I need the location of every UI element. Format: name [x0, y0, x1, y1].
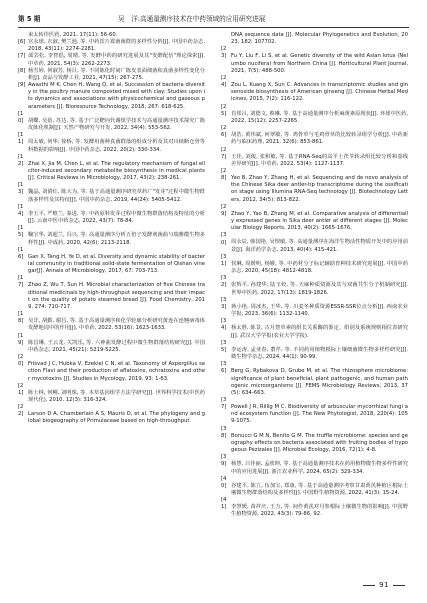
reference-number: [6] — [18, 39, 26, 46]
reference-entry — [18, 383, 205, 404]
reference-entry — [18, 404, 205, 425]
reference-text: 侯琳, 周媛明, 杨嫚, 等. 中药材分子标记辅助育种技术研究进展[J]. 中国中药杂志, 2020, 45(18): 4812-4818. — [231, 261, 408, 275]
reference-entry — [221, 476, 408, 497]
reference-text: 陈昌琳, 王云龙, 关凯乐, 等. 六神曲发酵过程中微生物群落结构研究[J]. 中国中药杂志, 2021, 45(21): 5219-5225. — [28, 339, 205, 353]
reference-number: [41] — [221, 497, 227, 511]
running-header — [18, 12, 409, 26]
reference-number: [39] — [221, 454, 227, 468]
reference-entry — [18, 111, 205, 132]
reference-entry — [18, 275, 205, 311]
reference-number: [33] — [221, 296, 227, 310]
reference-number: [26] — [221, 125, 227, 139]
reference-number: [19] — [18, 332, 24, 346]
reference-text: 谷建平, 陈立, 伍加宝, 郑康, 等. 基于高通量测序考察甘肃黄芪种植区根际土壤微生物群落结构及多样性[J]. 中国野生植物资源, 2022, 41(3): 15-24. — [231, 482, 408, 496]
reference-text: 胡蝶, 吴蓓, 苏达, 等. 基于广泛靶向代谢组学技术与高通量测序技术探究广陈皮陈化机制[J]. 天然产物研究与开发, 2022, 34(4): 553-562. — [28, 117, 205, 132]
reference-number: [18] — [18, 311, 24, 325]
reference-entry — [18, 154, 205, 183]
reference-entry — [221, 46, 408, 75]
reference-number: [23] — [221, 46, 227, 60]
running-title: 吴 洋:高通量测序技术在中药领域的应用研究进展 — [118, 15, 266, 23]
reference-entry — [221, 204, 408, 233]
reference-text: Larson D A, Chamberlain A S, Mauris O, et al. The phylogeny and global biogeography of Primulaceae based on high-throughput — [28, 411, 205, 425]
reference-text: 鞠宝华, 刘超兰, 冯兴, 等. 高通量测序分析五倍子发酵剂菌曲与瑞雅微生物多样性[J]. 中成药, 2020, 42(6): 2113-2118. — [28, 232, 205, 246]
references-left-column — [18, 32, 205, 426]
reference-number: [36] — [221, 361, 227, 375]
reference-text: 杨太胜, 陈景, 古月智草素的组长关系酶的鉴定、组别及系统规则相位表研究[J]. 武汉大学学报(农业大学学报). — [231, 325, 408, 339]
reference-number: [37] — [221, 396, 227, 411]
reference-text: Frisvad J C, Hubka V, Ezekiel C N, et al. Taxonomy of Aspergillus section Flavi and their production of aflatoxins, ochratoxins and other mycotoxins [J]. Studies in Mycology, 2019, 93: 1-63. — [28, 361, 205, 382]
reference-number: [27] — [221, 146, 227, 160]
reference-number: [16] — [18, 246, 24, 260]
reference-entry — [221, 318, 408, 339]
reference-number: [34] — [221, 318, 227, 332]
reference-entry — [221, 361, 408, 397]
reference-text: Awasthi M K, Chen H, Wang Q, et al. Succession of bacteria diversity in the poultry manure composted mixed with clay: Studies upon its dynamics and associations with physicochemical and gaseous parameters [J]. Bioresource Technology, 2018, 267: 618-625. — [28, 82, 205, 110]
reference-entry — [18, 132, 205, 153]
page-footer — [359, 581, 409, 589]
reference-entry — [221, 125, 408, 146]
reference-entry — [221, 297, 408, 318]
reference-number: [29] — [221, 203, 227, 217]
reference-number: [15] — [18, 225, 24, 239]
reference-text: 王佳, 刘俊, 张和敏, 等. 基于RNA-Seq的高平土茯苓转录组比较分析和基线差异研究[J]. 中草药, 2022, 53(4): 1127-1137. — [231, 153, 408, 167]
reference-entry — [18, 204, 205, 225]
reference-text: Zou L, Kuang X, Sun C. Advances in transcriptomic studies and ginsenoside biosynthesis of American ginseng [J]. Chinese Herbal Medicines, 2015, 7(2): 116-122. — [231, 82, 408, 103]
reference-text: 蒋小艳, 周冰杰, 王华, 等. 川麦冬种质资源ESSR-SSR位点分析[J]. 西南农业学报, 2023, 36(6): 1132-1140. — [231, 303, 408, 318]
references-right-column — [221, 32, 408, 519]
reference-text: 李运涛, 孟亚春, 董芹, 等. 不同药用植物根际土壤细菌微生物多样性研究[J]. 微生物学杂志, 2024, 44(1): 90-99. — [231, 346, 408, 361]
reference-number: [30] — [221, 232, 227, 246]
reference-text: 杨慧, 吕佳丽, 孟欣坤, 等. 基于高通量测序技术在药用植物微生物多样性研究中的应用进展[J]. 浙江农业科学, 2024, 65(2): 329-334. — [231, 461, 408, 475]
reference-entry — [18, 82, 205, 111]
reference-number: [38] — [221, 425, 227, 439]
reference-number: [24] — [221, 74, 227, 89]
reference-text: Powell J R, Rillig M C. Biodiversity of arbuscular mycorrhizal fungi and ecosystem function [J]. The New Phytologist, 2018, 220(4): 1059-1075. — [231, 404, 408, 425]
reference-entry — [18, 333, 205, 354]
reference-text: 魏晶, 刘倩红, 陈大为, 等. 基于高通量测序研究草药广"发芽"过程中微生物群落多样性及其特征[J]. 中国中药杂志, 2019, 44(24): 5405-5412. — [28, 189, 205, 203]
reference-entry — [221, 426, 408, 455]
reference-text: 宫永球, 衣淑, 樊兰池, 等. 中药饮片霉菌菌群的多样性分析[J]. 中国中药杂志, 2018, 43(11): 2274-2281. — [28, 39, 205, 53]
reference-entry — [221, 168, 408, 204]
reference-entry — [18, 247, 205, 276]
reference-number: [21] — [18, 382, 24, 396]
header-rule — [18, 27, 409, 28]
reference-entry — [221, 454, 408, 475]
reference-number: [35] — [221, 339, 227, 353]
footer-dash-left — [363, 585, 375, 586]
reference-text: 陈士林, 何柳, 刘明珠, 等. 本草基因组学方法学研究[J]. 世界科学技术(中医药现代化), 2010, 12(3): 316-324. — [28, 389, 205, 403]
reference-text: DNA sequence data [J]. Molecular Phylogenetics and Evolution, 2023, 182: 107702. — [231, 32, 408, 46]
reference-number: [17] — [18, 275, 24, 289]
reference-number: [13] — [18, 182, 24, 196]
reference-entry — [221, 232, 408, 253]
reference-number: [9] — [18, 82, 26, 89]
reference-text: Zhai X, Jia M, Chen L, et al. The regulatory mechanism of fungal elicitor-induced secondary metabolite biosynthesis in medical plants [J]. Critical Reviews in Microbiology, 2017, 43(2): 238-261. — [28, 160, 205, 182]
reference-entry — [221, 275, 408, 296]
reference-text: Yao B, Zhao Y, Zhang H, et al. Sequencing and de novo analysis of the Chinese Sika deer antler-tip transcriptome during the ossification stage using Illumina RNA-Seq technology [J]. Biotechnology Letters, 2012, 34(5): 813-822. — [231, 175, 408, 203]
reference-text: Berg G, Rybakova D, Grube M, et al. The rhizosphere microbiome: significance of plant beneficial, plant pathogenic, and human pathogenic microorganisms [J]. FEMS Microbiology Reviews, 2013, 37(5): 634-663. — [231, 368, 408, 396]
reference-text: 李玉平, 严维兰, 秦进, 等. 中药原料发芽过程中微生物群落结构及特征的分析[J]. 云南中医中药杂志, 2022, 43(7): 78-84. — [28, 210, 205, 225]
issue-label: 第 5 期 — [18, 15, 41, 23]
reference-entry — [221, 147, 408, 168]
reference-entry — [221, 254, 408, 275]
reference-text: Bonucci G M N, Benito G M. The truffle microbiome: species and geography effects on bacteria associated with fruiting bodies of hypogeous Pezizales [J]. Microbial Ecology, 2016, 72(1): 4-8. — [231, 432, 408, 454]
reference-entry — [221, 75, 408, 104]
reference-number: [12] — [18, 153, 24, 167]
reference-entry — [221, 104, 408, 125]
reference-entry — [221, 340, 408, 361]
reference-text: 束太转佳医药, 2021, 17(11): 56-60. — [28, 32, 118, 38]
reference-entry — [18, 311, 205, 332]
reference-text: 邱芸松, 李智倡, 周晴, 等. 发酵中药的研究进展及其"发酵配伍"理论探索[J]. 中草药, 2021, 54(3): 2262-2273. — [28, 53, 205, 67]
reference-number: [40] — [221, 475, 227, 489]
reference-number: [7] — [18, 53, 26, 60]
reference-entry — [18, 53, 205, 67]
reference-text: 张辉平, 孙建华, 陆玉姣, 等. 天麻种质资源及其与双菌共生分子机制研究[J]. 世界中医药, 2022, 17(13): 1819-1826. — [231, 282, 408, 296]
reference-entry — [221, 497, 408, 518]
reference-entry — [18, 182, 205, 203]
reference-number: [28] — [221, 167, 227, 182]
reference-text: Fu Y, Liu F, Li S, et al. Genetic diversity of the wild Asian lotus (Nelumbo nucifera) from Northern China [J]. Horticultural Plant Journal, 2021, 7(5): 488-500. — [231, 53, 408, 74]
reference-text: 杨雪婷, 何淑芳, 杨吕, 等. 不同陈化时间广陈皮表面细菌和真菌多样性变化分析[J]. 食品与发酵工业, 2021, 47(15): 267-275. — [28, 67, 205, 81]
reference-entry — [221, 397, 408, 426]
reference-number: [22] — [18, 404, 24, 418]
footer-dash-right — [393, 585, 405, 586]
reference-entry — [18, 225, 205, 246]
reference-text: Gan X, Tang H, Ye D, et al. Diversity and dynamic stability of bacterial community in traditional solid-state fermentation of Qishan vinegar[J]. Annals of Microbiology, 2017, 67: 703-713. — [28, 253, 205, 275]
reference-text: Zhao Y, Yao B, Zhang M, et al. Comparative analysis of differentially expressed genes in Sika deer antler at different stages [J]. Molecular Biology Reports, 2013, 40(2): 1665-1676. — [231, 210, 408, 232]
reference-text: 周太敏, 何华, 徐桥, 等. 发酵用菌种真菌群落的组成分析及其对川续断仓骨等科数据的影响[J]. 中国中药杂志, 2022, 20(2): 330-334. — [28, 139, 205, 153]
reference-text: 李慧媛, 苗祥庆, 王力, 等. 间作黄芪对丹参根际土壤微生物的影响[J]. 中国野生植物资源, 2022, 43(3): 79-86, 92. — [231, 504, 408, 518]
reference-text: Zhao Z, Wu T, Sun H. Microbial characterization of five Chinese traditional medicinals by high-throughput sequencing and their impact on the quality of potato steamed bread [J]. Food Chemistry, 2019, 274: 710-717. — [28, 282, 205, 310]
reference-number: [20] — [18, 354, 24, 368]
reference-number: [14] — [18, 203, 24, 217]
reference-number: [10] — [18, 110, 24, 124]
reference-number: [8] — [18, 67, 26, 74]
reference-entry — [221, 32, 408, 46]
reference-text: 吴洋, 胡勤, 谢昌, 等. 基于高通量测序和化学轮廓分析研究黄连在连翘病毒体发酵地周中的作用[J]. 中草药, 2022, 53(16): 1623-1633. — [28, 318, 205, 332]
page-number: 91 — [379, 581, 389, 589]
reference-entry — [18, 39, 205, 53]
reference-number: [32] — [221, 275, 227, 289]
reference-text: 胡浩, 黄伟斌, 何翠敏, 等. 鸡骨草与毛鸡骨草的比较转录组学分析[J]. 中药新药与临床药理, 2021, 32(6): 853-861. — [231, 132, 408, 146]
reference-number: [31] — [221, 253, 227, 267]
reference-text: 肖邦吕, 刘德文, 蔡琳, 等. 基于高通量测序分析麻黄素原现状[J]. 环球中医药, 2022, 15(12): 2257-2265. — [231, 110, 408, 124]
reference-text: 周永辰, 韩国艳, 吴理敏, 等. 高通量测序在海洋生物活性物质开发中的应用前景[J]. 海洋药学杂志, 2013, 40(4): 415-421. — [231, 239, 408, 253]
reference-number: [11] — [18, 132, 24, 146]
reference-number: [25] — [221, 103, 227, 117]
reference-entry — [18, 354, 205, 383]
reference-entry — [18, 68, 205, 82]
